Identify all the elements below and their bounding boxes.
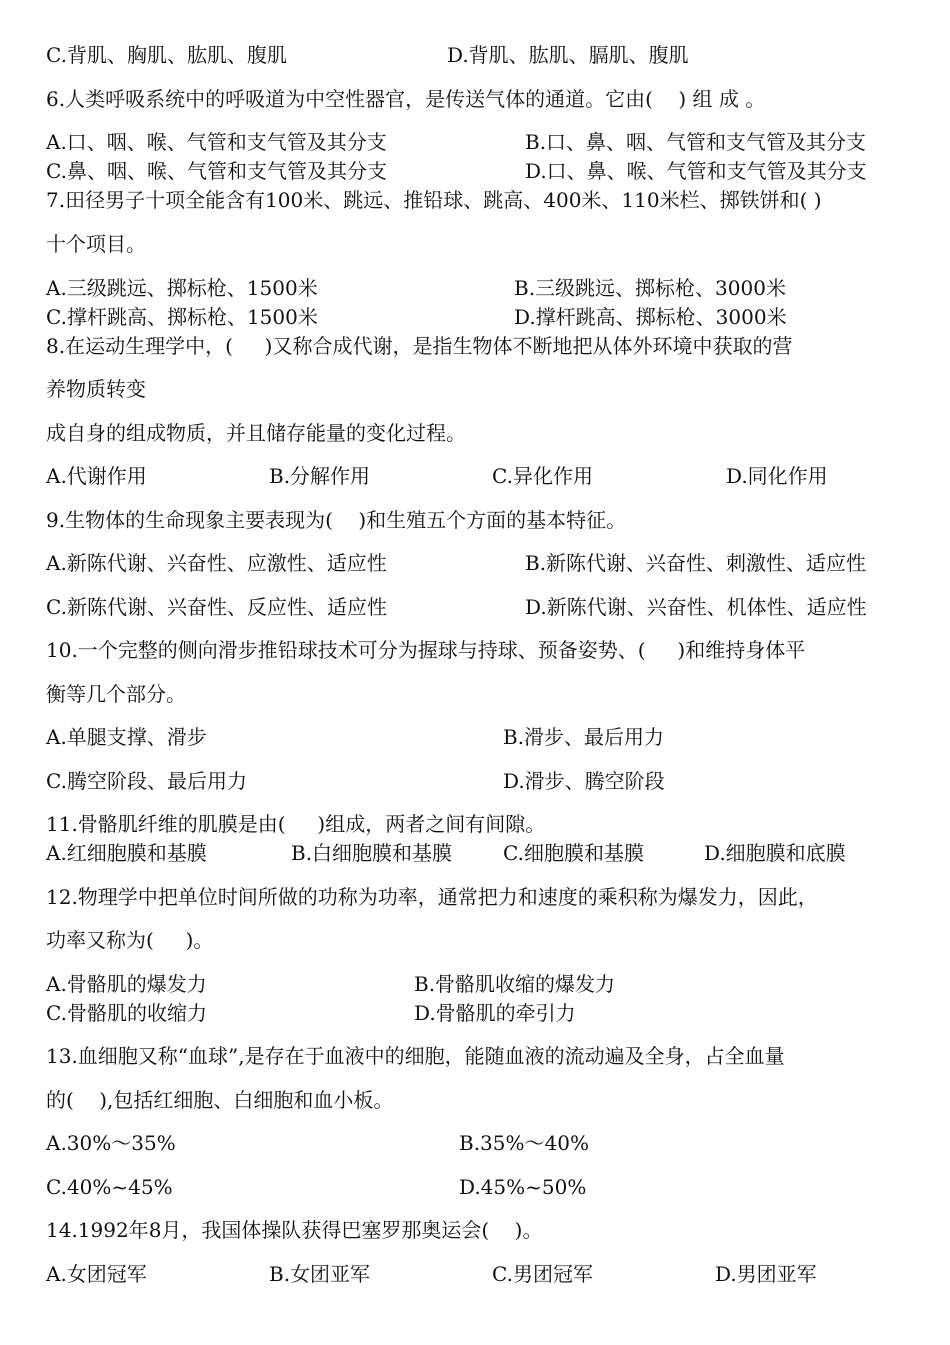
q13-option-a: A.30%～35% <box>46 1131 176 1155</box>
q14-option-a: A.女团冠军 <box>46 1262 147 1286</box>
q10-stem-line2: 衡等几个部分。 <box>46 682 186 706</box>
q11-option-c: C.细胞膜和基膜 <box>503 841 644 865</box>
q8-stem-line1: 8.在运动生理学中，( )又称合成代谢，是指生物体不断地把从体外环境中获取的营 <box>46 334 793 358</box>
q7-stem-line1: 7.田径男子十项全能含有100米、跳远、推铅球、跳高、400米、110米栏、掷铁饼和( ) <box>46 188 822 212</box>
q13-option-c: C.40%~45% <box>46 1175 173 1199</box>
q10-stem-line1: 10.一个完整的侧向滑步推铅球技术可分为握球与持球、预备姿势、( )和维持身体平 <box>46 638 806 662</box>
q11-option-a: A.红细胞膜和基膜 <box>46 841 207 865</box>
q13-stem-line2: 的( ),包括红细胞、白细胞和血小板。 <box>46 1088 394 1112</box>
q9-option-b: B.新陈代谢、兴奋性、刺激性、适应性 <box>525 551 867 575</box>
q12-option-b: B.骨骼肌收缩的爆发力 <box>414 972 616 996</box>
q11-option-d: D.细胞膜和底膜 <box>704 841 846 865</box>
q6-option-c: C.鼻、咽、喉、气管和支气管及其分支 <box>46 159 387 183</box>
q7-option-d: D.撑杆跳高、掷标枪、3000米 <box>514 305 787 329</box>
q6-option-b: B.口、鼻、咽、气管和支气管及其分支 <box>525 130 867 154</box>
q9-stem: 9.生物体的生命现象主要表现为( )和生殖五个方面的基本特征。 <box>46 508 627 532</box>
q6-option-d: D.口、鼻、喉、气管和支气管及其分支 <box>525 159 867 183</box>
q11-stem: 11.骨骼肌纤维的肌膜是由( )组成，两者之间有间隙。 <box>46 812 546 836</box>
q13-option-b: B.35%～40% <box>459 1131 589 1155</box>
prev-option-c: C.背肌、胸肌、肱肌、腹肌 <box>46 43 287 67</box>
q12-option-c: C.骨骼肌的收缩力 <box>46 1001 207 1025</box>
q8-stem-line3: 成自身的组成物质，并且储存能量的变化过程。 <box>46 421 466 445</box>
q6-stem: 6.人类呼吸系统中的呼吸道为中空性器官，是传送气体的通道。它由( ) 组 成 。 <box>46 87 766 111</box>
q12-option-d: D.骨骼肌的牵引力 <box>414 1001 576 1025</box>
q11-option-b: B.白细胞膜和基膜 <box>291 841 453 865</box>
q7-option-c: C.撑杆跳高、掷标枪、1500米 <box>46 305 318 329</box>
q8-stem-line2: 养物质转变 <box>46 377 146 401</box>
q9-option-c: C.新陈代谢、兴奋性、反应性、适应性 <box>46 595 387 619</box>
prev-option-d: D.背肌、肱肌、膈肌、腹肌 <box>447 43 689 67</box>
q8-option-d: D.同化作用 <box>726 464 828 488</box>
q10-option-d: D.滑步、腾空阶段 <box>503 769 665 793</box>
q9-option-a: A.新陈代谢、兴奋性、应激性、适应性 <box>46 551 387 575</box>
q13-stem-line1: 13.血细胞又称“血球”,是存在于血液中的细胞，能随血液的流动遍及全身，占全血量 <box>46 1044 785 1068</box>
q14-stem: 14.1992年8月，我国体操队获得巴塞罗那奥运会( )。 <box>46 1218 543 1242</box>
q13-option-d: D.45%~50% <box>459 1175 587 1199</box>
q8-option-a: A.代谢作用 <box>46 464 147 488</box>
q12-option-a: A.骨骼肌的爆发力 <box>46 972 207 996</box>
q14-option-b: B.女团亚军 <box>269 1262 371 1286</box>
q7-stem-line2: 十个项目。 <box>46 232 146 256</box>
q10-option-a: A.单腿支撑、滑步 <box>46 725 207 749</box>
q14-option-d: D.男团亚军 <box>715 1262 817 1286</box>
q7-option-b: B.三级跳远、掷标枪、3000米 <box>514 276 786 300</box>
q9-option-d: D.新陈代谢、兴奋性、机体性、适应性 <box>525 595 867 619</box>
q7-option-a: A.三级跳远、掷标枪、1500米 <box>46 276 318 300</box>
q8-option-b: B.分解作用 <box>269 464 371 488</box>
q14-option-c: C.男团冠军 <box>492 1262 593 1286</box>
q12-stem-line2: 功率又称为( )。 <box>46 928 214 952</box>
q6-option-a: A.口、咽、喉、气管和支气管及其分支 <box>46 130 387 154</box>
q10-option-c: C.腾空阶段、最后用力 <box>46 769 247 793</box>
q10-option-b: B.滑步、最后用力 <box>503 725 665 749</box>
q12-stem-line1: 12.物理学中把单位时间所做的功称为功率，通常把力和速度的乘积称为爆发力，因此， <box>46 885 818 909</box>
q8-option-c: C.异化作用 <box>492 464 593 488</box>
